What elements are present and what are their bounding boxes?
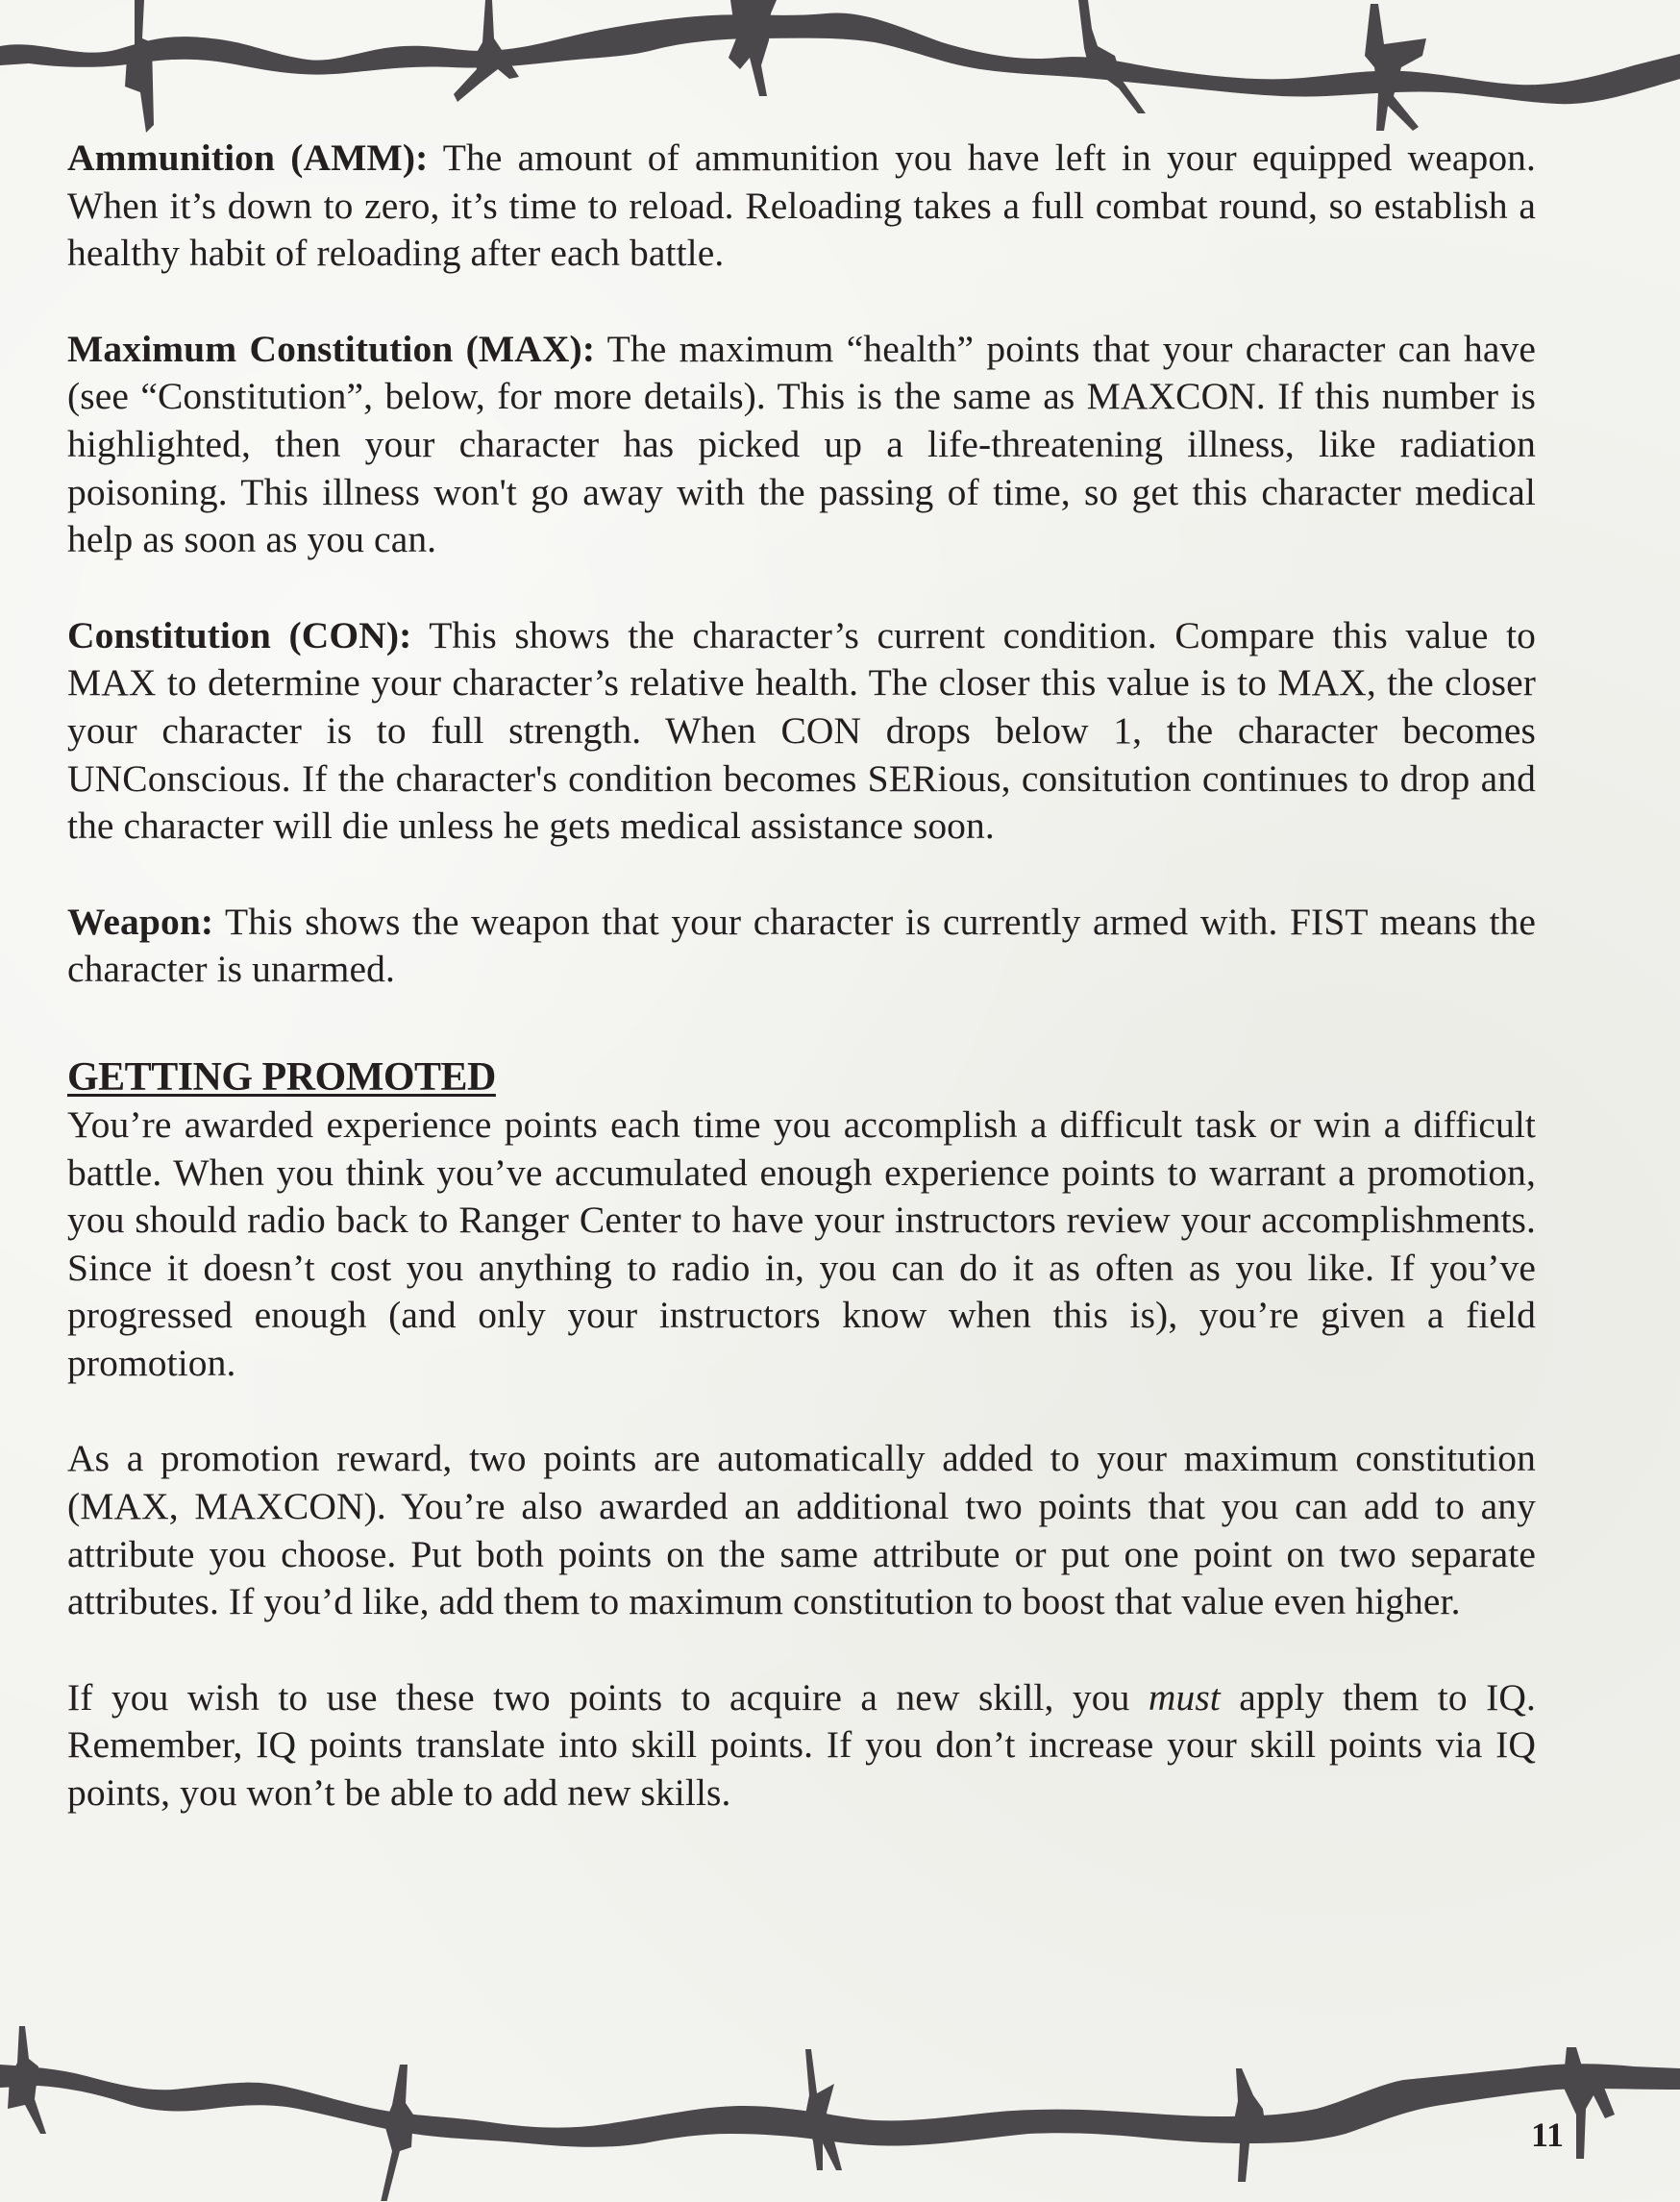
promotion-paragraph-3-end: apply them to IQ. Remember, IQ points translate into skill points. If you don’t increase your skill points via IQ points, you won’t be able to add new skills. [67,1675,1536,1815]
page-number: 11 [1531,2115,1565,2154]
manual-page-content [67,135,1536,1866]
section-heading-getting-promoted: GETTING PROMOTED [67,1054,496,1100]
barbed-wire-bottom-icon [0,2009,1680,2201]
promotion-paragraph-1: You’re awarded experience points each time you accomplish a difficult task or win a difficult battle. When you think you’ve accumulated enough experience points to warrant a promotion, you should radio back to Ranger Center to have your instructors review your accomplishments. Since it doesn’t cost you anything to radio in, you can do it as often as you like. If you’ve progressed enough (and only your instructors know when this is), you’re given a field promotion. [67,1102,1536,1384]
promotion-paragraph-2: As a promotion reward, two points are automatically added to your maximum constitution (MAX, MAXCON). You’re also awarded an additional two points that you can add to any attribute you choose. Put both points on the same attribute or put one point on two separate attributes. If you’d like, add them to maximum constitution to boost that value even higher. [67,1437,1536,1623]
definition-text-constitution: This shows the character’s current condition. Compare this value to MAX to determine your character’s relative health. The closer this value is to MAX, the closer your character is to full strength. When CON drops below 1, the character becomes UNConscious. If the character's condition becomes SERious, consitution continues to drop and the character will die unless he gets medical assistance soon. [67,613,1536,848]
term-constitution: Constitution (CON): [67,613,412,656]
term-maximum-constitution: Maximum Constitution (MAX): [67,327,596,370]
emphasis-must: must [1148,1675,1221,1719]
term-ammunition: Ammunition (AMM): [67,136,429,179]
definition-constitution [67,612,1536,851]
term-weapon: Weapon: [67,900,214,943]
definition-text-weapon: This shows the weapon that your character is currently armed with. FIST means the character is unarmed. [67,900,1536,991]
promotion-paragraph-3-start: If you wish to use these two points to acquire a new skill, you [67,1675,1149,1719]
barbed-wire-top-icon [0,0,1680,144]
promotion-paragraph-3 [67,1674,1536,1818]
definition-ammunition [67,135,1536,278]
definition-maximum-constitution [67,326,1536,564]
definition-text-maximum-constitution: The maximum “health” points that your character can have (see “Constitution”, below, for more details). This is the same as MAXCON. If this number is highlighted, then your character has picked up a life-threatening illness, like radiation poisoning. This illness won't go away with the passing of time, so get this character medical help as soon as you can. [67,327,1536,561]
definition-text-ammunition: The amount of ammunition you have left in your equipped weapon. When it’s down to zero, it’s time to reload. Reloading takes a full combat round, so establish a healthy habit of reloading after each battle. [67,136,1536,275]
definition-weapon [67,899,1536,994]
